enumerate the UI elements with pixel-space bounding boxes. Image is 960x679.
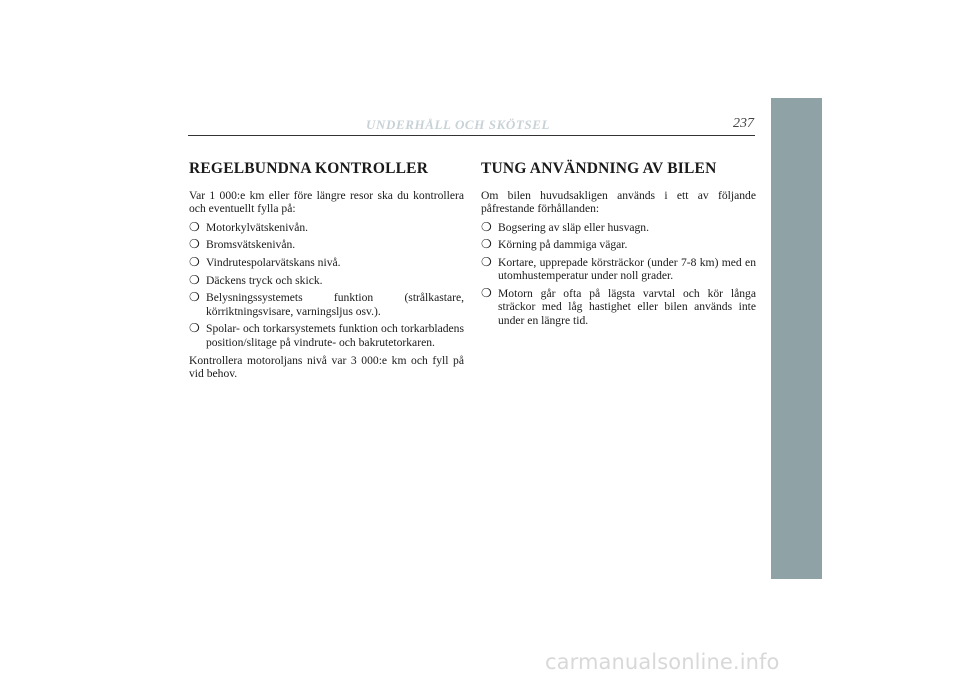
- list-item-text: Motorn går ofta på lägsta varvtal och kör långa sträckor med låg hastighet eller bilen används inte under en längre tid.: [498, 286, 756, 327]
- list-item: [189, 291, 464, 318]
- header-divider: [188, 135, 755, 136]
- bullet-icon: ❍: [481, 219, 492, 234]
- heavy-use-list: [481, 221, 756, 327]
- bullet-icon: ❍: [189, 219, 200, 234]
- list-item: [481, 256, 756, 283]
- list-item-text: Vindrutespolarvätskans nivå.: [206, 255, 341, 269]
- section-side-tab: [771, 98, 822, 579]
- list-item: [189, 274, 464, 287]
- list-item-text: Bromsvätskenivån.: [206, 238, 296, 252]
- bullet-icon: ❍: [189, 254, 200, 269]
- section-title: UNDERHÅLL OCH SKÖTSEL: [366, 117, 551, 132]
- site-watermark: carmanualsonline.info: [545, 650, 780, 674]
- bullet-icon: ❍: [481, 285, 492, 300]
- bullet-icon: ❍: [481, 254, 492, 269]
- list-item: [189, 322, 464, 349]
- list-item: [481, 238, 756, 251]
- list-item-text: Spolar- och torkarsystemets funktion och torkarbladens position/slitage på vindrute- och bakrutetorkaren.: [206, 322, 464, 349]
- bullet-icon: ❍: [189, 237, 200, 252]
- list-item-text: Körning på dammiga vägar.: [498, 238, 628, 252]
- oil-check-note: Kontrollera motoroljans nivå var 3 000:e km och fyll på vid behov.: [189, 353, 464, 381]
- left-column: [189, 160, 464, 386]
- page-number: 237: [733, 116, 754, 131]
- list-item: [189, 238, 464, 251]
- list-item-text: Kortare, upprepade körsträckor (under 7-8 km) med en utomhustemperatur under noll grader.: [498, 255, 756, 283]
- regular-checks-intro: Var 1 000:e km eller före längre resor ska du kontrollera och eventuellt fylla på:: [189, 189, 464, 216]
- bullet-icon: ❍: [189, 272, 200, 287]
- list-item-text: Bogsering av släp eller husvagn.: [498, 220, 650, 234]
- list-item-text: Motorkylvätskenivån.: [206, 220, 309, 234]
- list-item: [481, 287, 756, 327]
- bullet-icon: ❍: [481, 237, 492, 252]
- heavy-use-intro: Om bilen huvudsakligen används i ett av följande påfrestande förhållanden:: [481, 189, 756, 216]
- list-item: [189, 221, 464, 234]
- right-column: [481, 160, 756, 332]
- regular-checks-list: [189, 221, 464, 349]
- regular-checks-heading: REGELBUNDNA KONTROLLER: [189, 160, 429, 177]
- list-item: [481, 221, 756, 234]
- list-item: [189, 256, 464, 269]
- list-item-text: Däckens tryck och skick.: [206, 273, 323, 287]
- bullet-icon: ❍: [189, 290, 200, 305]
- heavy-use-heading: TUNG ANVÄNDNING AV BILEN: [481, 160, 717, 177]
- bullet-icon: ❍: [189, 321, 200, 336]
- list-item-text: Belysningssystemets funktion (strålkastare, körriktningsvisare, varningsljus osv.).: [206, 291, 464, 318]
